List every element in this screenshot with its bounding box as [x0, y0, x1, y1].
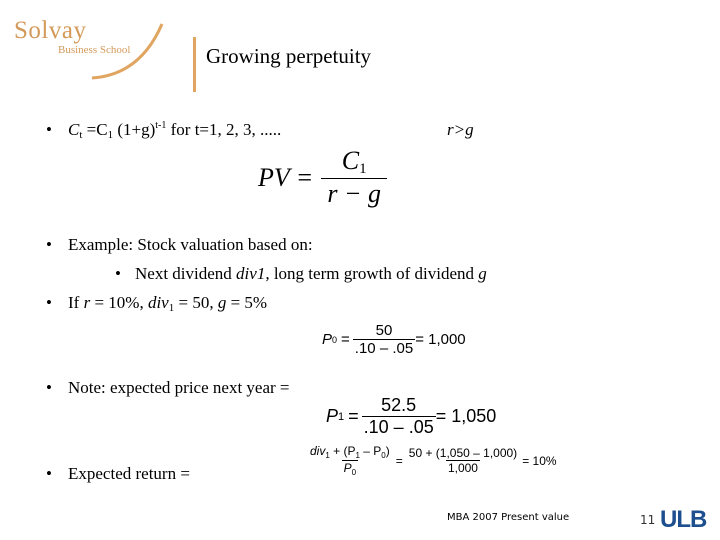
- sub-bullet-dividend: [115, 264, 487, 284]
- p0-equals: =: [341, 331, 350, 348]
- note-text: Note: expected price next year =: [68, 378, 290, 397]
- p1-denominator: .10 – .05: [363, 417, 434, 437]
- div1-term: div1,: [236, 264, 270, 283]
- period-range: for t=1, 2, 3, .....: [166, 120, 282, 139]
- pv-numerator: C1: [341, 146, 367, 177]
- pv-fraction: [321, 146, 387, 209]
- er-equals: =: [395, 453, 403, 468]
- p1-equals: =: [348, 406, 359, 426]
- condition-r-g: [447, 120, 474, 140]
- logo-name: Solvay: [14, 17, 87, 44]
- exponent: t-1: [155, 120, 167, 131]
- if-text: If: [68, 293, 84, 312]
- p0-fraction: [353, 322, 415, 357]
- subscript-1: 1: [107, 129, 114, 141]
- bullet-dot: •: [46, 235, 52, 254]
- p0-symbol: P: [322, 331, 333, 348]
- p1-numerator: 52.5: [381, 395, 417, 415]
- g-term: g: [217, 293, 227, 312]
- er-fraction-right: [407, 446, 519, 475]
- expected-return-text: Expected return =: [68, 464, 190, 483]
- pv-denominator: r − g: [321, 178, 387, 209]
- bullet-dot: •: [46, 378, 52, 397]
- ulb-logo: ULB: [660, 506, 707, 533]
- p0-result: = 1,000: [415, 331, 466, 348]
- p1-formula: [326, 395, 496, 438]
- er-denominator: $P_0$: [343, 461, 357, 477]
- g-value: = 5%: [226, 293, 268, 312]
- bullet-dot: •: [46, 464, 52, 483]
- logo-swoosh-icon: [90, 20, 170, 82]
- condition-text: r>g: [447, 120, 474, 139]
- bullet-dot: •: [46, 120, 52, 139]
- bullet-note: [46, 378, 290, 398]
- p0-formula: [322, 322, 466, 357]
- bullet-example: [46, 235, 313, 255]
- growth-text: long term growth of dividend: [269, 264, 479, 283]
- p0-denominator: .10 – .05: [354, 340, 414, 357]
- er-mid-numerator: 50 + (1,050 – 1,000): [408, 446, 518, 460]
- example-text: Example: Stock valuation based on:: [68, 235, 313, 254]
- div-subscript: 1: [168, 302, 175, 314]
- subscript-t: t: [79, 129, 83, 141]
- growth-term: (1+g): [113, 120, 156, 139]
- footer-text: MBA 2007 Present value: [447, 512, 570, 523]
- bullet-dot: •: [115, 264, 121, 283]
- div-term: div: [147, 293, 169, 312]
- r-term: r: [83, 293, 91, 312]
- cash-flow-symbol: C: [68, 120, 80, 139]
- bullet-dot: •: [46, 293, 52, 312]
- bullet-growth-formula: [46, 120, 281, 141]
- bullet-parameters: [46, 293, 267, 314]
- er-fraction-left: [308, 444, 392, 477]
- pv-lhs: PV =: [258, 162, 314, 192]
- p0-subscript: 0: [332, 334, 338, 345]
- dividend-text: Next dividend: [135, 264, 237, 283]
- p1-result: = 1,050: [435, 406, 497, 426]
- header-divider: [193, 37, 196, 92]
- div-value: = 50,: [174, 293, 218, 312]
- bullet-expected-return: [46, 464, 190, 484]
- expected-return-formula: [308, 444, 557, 477]
- er-numerator: $div_1 + (P_1 - P_0)$: [310, 444, 390, 460]
- r-value: = 10%,: [90, 293, 148, 312]
- p0-numerator: 50: [375, 322, 393, 339]
- page-number: 11: [640, 513, 656, 527]
- er-result: = 10%: [522, 453, 557, 468]
- er-mid-denominator: 1,000: [447, 461, 478, 475]
- pv-formula: [258, 146, 387, 209]
- equals-c: =C: [82, 120, 108, 139]
- p1-fraction: [362, 395, 436, 438]
- logo-subtitle: Business School: [58, 44, 131, 56]
- slide-title: Growing perpetuity: [206, 44, 372, 68]
- g-term: g: [478, 264, 487, 283]
- p1-symbol: P: [326, 406, 339, 426]
- p1-subscript: 1: [338, 410, 345, 423]
